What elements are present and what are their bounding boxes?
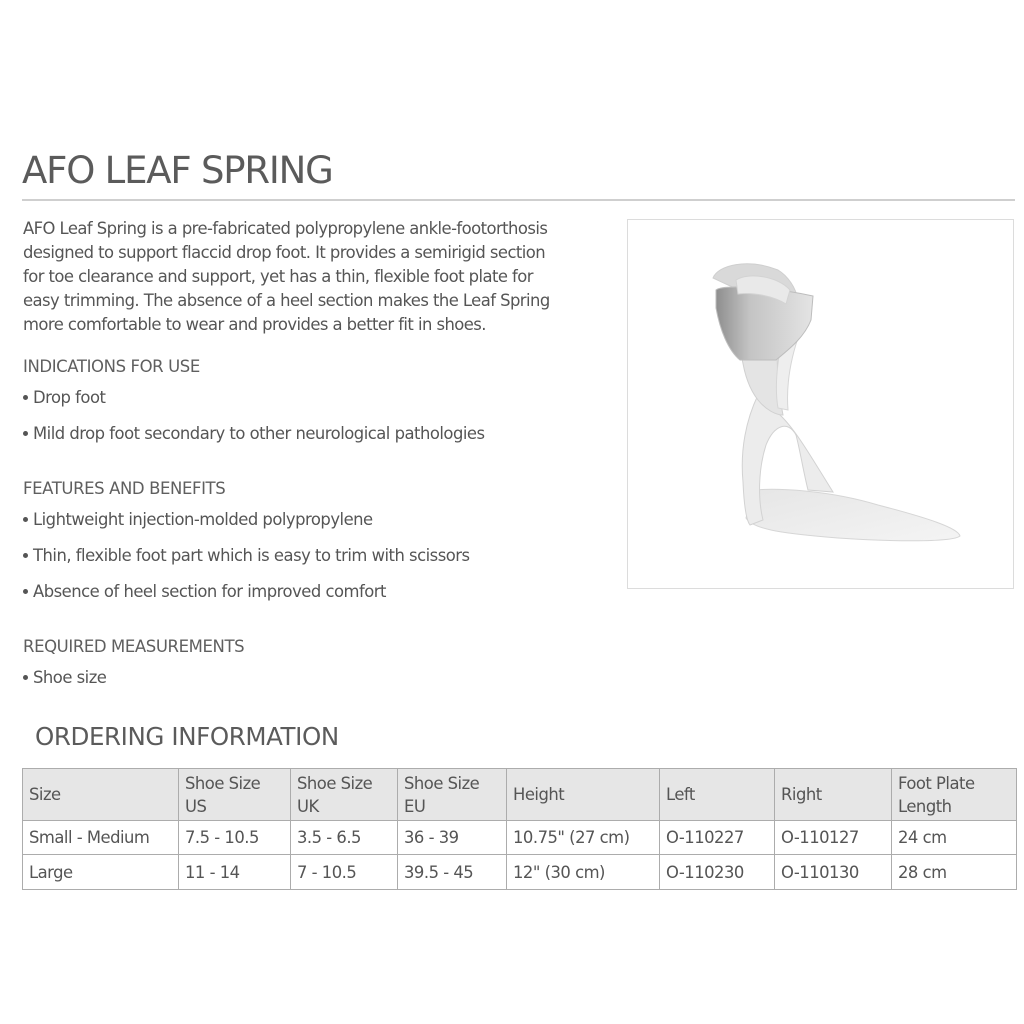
cell-height: 12" (30 cm) bbox=[507, 855, 660, 890]
cell-height: 10.75" (27 cm) bbox=[507, 821, 660, 855]
feature-item bbox=[23, 509, 373, 531]
bullet-icon bbox=[23, 517, 28, 522]
cell-shoe-size-eu: 39.5 - 45 bbox=[398, 855, 507, 890]
bullet-icon bbox=[23, 431, 28, 436]
indication-text: Mild drop foot secondary to other neurological pathologies bbox=[33, 424, 485, 443]
features-heading: FEATURES AND BENEFITS bbox=[23, 479, 226, 498]
indication-item bbox=[23, 423, 485, 445]
cell-right-part-number: O-110127 bbox=[775, 821, 892, 855]
bullet-icon bbox=[23, 589, 28, 594]
column-header-shoe-size-uk: Shoe Size UK bbox=[291, 769, 398, 821]
table-row bbox=[23, 855, 1017, 890]
product-image bbox=[627, 219, 1014, 589]
orthosis-illustration-icon bbox=[628, 220, 1013, 588]
measurement-text: Shoe size bbox=[33, 668, 107, 687]
cell-shoe-size-uk: 3.5 - 6.5 bbox=[291, 821, 398, 855]
column-header-right: Right bbox=[775, 769, 892, 821]
feature-text: Absence of heel section for improved comfort bbox=[33, 582, 386, 601]
description-line: more comfortable to wear and provides a better fit in shoes. bbox=[23, 315, 486, 334]
bullet-icon bbox=[23, 675, 28, 680]
cell-foot-plate-length: 24 cm bbox=[892, 821, 1017, 855]
measurement-item bbox=[23, 667, 106, 689]
cell-left-part-number: O-110230 bbox=[660, 855, 775, 890]
column-header-height: Height bbox=[507, 769, 660, 821]
description-line: easy trimming. The absence of a heel section makes the Leaf Spring bbox=[23, 291, 550, 310]
indications-heading: INDICATIONS FOR USE bbox=[23, 357, 200, 376]
cell-left-part-number: O-110227 bbox=[660, 821, 775, 855]
indication-item bbox=[23, 387, 105, 409]
column-header-shoe-size-eu: Shoe Size EU bbox=[398, 769, 507, 821]
ordering-heading: ORDERING INFORMATION bbox=[35, 722, 339, 751]
page-title: AFO LEAF SPRING bbox=[22, 149, 333, 192]
cell-shoe-size-us: 11 - 14 bbox=[179, 855, 291, 890]
cell-shoe-size-uk: 7 - 10.5 bbox=[291, 855, 398, 890]
description-line: for toe clearance and support, yet has a thin, flexible foot plate for bbox=[23, 267, 533, 286]
table-row bbox=[23, 821, 1017, 855]
table-header-row bbox=[23, 769, 1017, 821]
cell-size: Large bbox=[23, 855, 179, 890]
column-header-left: Left bbox=[660, 769, 775, 821]
ordering-table bbox=[22, 768, 1017, 890]
title-divider bbox=[22, 199, 1015, 201]
cell-right-part-number: O-110130 bbox=[775, 855, 892, 890]
feature-text: Thin, flexible foot part which is easy to trim with scissors bbox=[33, 546, 470, 565]
feature-text: Lightweight injection-molded polypropylene bbox=[33, 510, 373, 529]
cell-size: Small - Medium bbox=[23, 821, 179, 855]
cell-shoe-size-us: 7.5 - 10.5 bbox=[179, 821, 291, 855]
column-header-size: Size bbox=[23, 769, 179, 821]
measurements-heading: REQUIRED MEASUREMENTS bbox=[23, 637, 245, 656]
column-header-shoe-size-us: Shoe Size US bbox=[179, 769, 291, 821]
cell-foot-plate-length: 28 cm bbox=[892, 855, 1017, 890]
indication-text: Drop foot bbox=[33, 388, 106, 407]
feature-item bbox=[23, 545, 470, 567]
product-description bbox=[23, 217, 603, 337]
feature-item bbox=[23, 581, 386, 603]
description-line: designed to support flaccid drop foot. It provides a semirigid section bbox=[23, 243, 546, 262]
column-header-foot-plate-length: Foot Plate Length bbox=[892, 769, 1017, 821]
cell-shoe-size-eu: 36 - 39 bbox=[398, 821, 507, 855]
bullet-icon bbox=[23, 395, 28, 400]
bullet-icon bbox=[23, 553, 28, 558]
description-line: AFO Leaf Spring is a pre-fabricated polypropylene ankle-footorthosis bbox=[23, 219, 548, 238]
